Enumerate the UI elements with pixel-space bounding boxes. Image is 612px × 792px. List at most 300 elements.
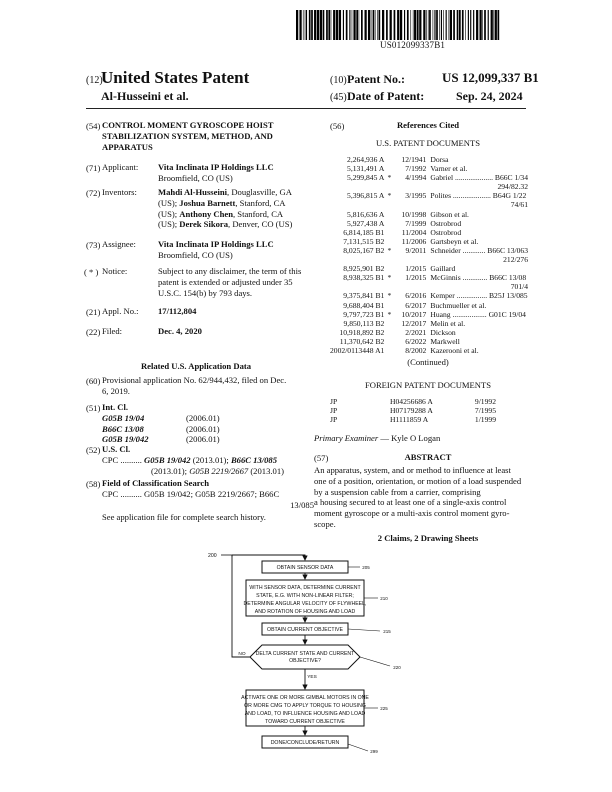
ref-star [384,228,394,237]
us-docs-heading: U.S. PATENT DOCUMENTS [375,138,481,148]
barcode-bar [436,10,438,40]
barcode-bar [296,10,298,40]
reference-row [330,246,528,255]
ref-star [384,337,394,346]
yes-label: YES [307,675,317,680]
reference-row [330,282,528,291]
reference-row [330,301,528,310]
ref-name: Kemper ................ B25J 13/085 [430,291,528,301]
box2-line: WITH SENSOR DATA, DETERMINE CURRENT [249,585,361,591]
ref-star [384,182,394,191]
barcode-bar [443,10,444,40]
barcode-bar [488,10,489,40]
ref-star [384,282,394,291]
ref-star: * [387,309,392,319]
barcode-bar [453,10,455,40]
barcode-bar [346,10,348,40]
us-cl-label: U.S. Cl. [102,444,131,454]
ref-number [330,282,384,291]
ref-date: 9/1992 [474,397,496,406]
ref-number: 9,850,113 B2 [343,318,385,328]
barcode-bar [410,10,411,40]
ref-date: 8/2002 [405,345,427,355]
us-cl-cpc [102,455,317,477]
applicant-name: Vita Inclinata IP Holdings LLC [158,162,274,172]
abstract-code: (57) [314,453,329,463]
barcode-bar [417,10,419,40]
ref-star [384,301,394,310]
barcode-bar [306,10,307,40]
ref-number: 9,797,723 B1 [343,309,385,319]
barcode-bar [476,10,478,40]
barcode-bar [439,10,440,40]
barcode-bar [495,10,497,40]
us-cl-code: (52) [86,445,101,455]
box2-line: STATE, E.G. WITH NON-LINEAR FILTER; [256,593,354,599]
ref-number: 2,264,936 A [347,155,385,164]
decision-delta-state [250,645,360,669]
filed-code: (22) [86,327,101,337]
reference-row [330,310,528,319]
patent-number: US 12,099,337 B1 [442,70,539,85]
barcode-bar [428,10,429,40]
notice-line: U.S.C. 154(b) by 793 days. [158,287,253,298]
ref-name: Huang .................. G01C 19/04 [430,309,526,319]
barcode-bar [320,10,322,40]
appl-no-code: (21) [86,307,101,317]
cpc-label: CPC [102,455,119,465]
entry-arrow [232,555,305,560]
barcode-bar [309,10,311,40]
barcode-bar [426,10,427,40]
ref-number [330,200,384,209]
abstract-heading: ABSTRACT [404,452,452,462]
inventor-line: Al-Husseini et al. [101,89,189,103]
ref-star [384,255,394,264]
reference-row [330,337,528,346]
int-cl-date: (2006.01) [186,434,220,445]
barcode-bar [326,10,328,40]
barcode-bar [379,10,381,40]
ref-number: 8,938,325 B1 [343,273,385,283]
notice-text [158,266,308,298]
barcode-bar [311,10,313,40]
flowchart [190,545,420,785]
cpc-class: B66C 13/085 [230,455,278,465]
publication-number: US012099337B1 [380,40,446,50]
ref-country: JP [330,397,338,406]
int-cl-label: Int. Cl. [102,402,129,412]
ref-star: * [387,173,392,183]
barcode-bar [317,10,319,40]
document-type: United States Patent [101,68,250,87]
ref-date: 6/2022 [405,336,427,346]
int-cl-date: (2006.01) [186,413,220,423]
ref-date [394,255,426,264]
examiner-name: — Kyle O Logan [378,433,441,443]
foreign-reference-row [330,397,496,406]
abstract-line: a housing secured to at least one of a single-axis control [314,497,507,508]
ref-star: * [387,191,392,201]
ref-date [394,282,426,291]
box3-ref: 215 [383,629,391,634]
box3-text: OBTAIN CURRENT OBJECTIVE [267,627,343,633]
barcode-bar [404,10,405,40]
abstract-line: scope. [314,518,336,529]
barcode-bar [397,10,399,40]
reference-row [330,219,528,228]
provisional-text [102,375,312,397]
reference-row [330,164,528,173]
barcode-bar [400,10,402,40]
title-line-3: APPARATUS [102,141,153,152]
box5-ref: 299 [370,749,378,754]
barcode-bar [419,10,421,40]
inventor-name: Mahdi Al-Husseini [158,187,228,197]
reference-row [330,173,528,182]
barcode-bar [365,10,367,40]
references-heading: References Cited [396,120,460,130]
ref-name: 294/82.32 [497,182,529,192]
assignee-name: Vita Inclinata IP Holdings LLC [158,239,274,249]
barcode-bar [377,10,378,40]
reference-row [330,155,528,164]
barcode-bar [359,10,360,40]
ref-date: 7/1995 [474,406,496,416]
inventors-label: Inventors: [102,187,137,197]
ref-name: Gartsbeyn et al. [430,236,479,246]
ref-number: 7,131,515 B2 [343,236,385,246]
ref-star [384,219,394,228]
barcode-bar [446,10,447,40]
barcode-bar [484,10,486,40]
box2-line: AND ROTATION OF HOUSING AND LOAD [254,609,356,615]
applicant-location: Broomfield, CO (US) [158,172,233,183]
barcode-bar [429,10,431,40]
barcode-bar [352,10,353,40]
abstract-line: An apparatus, system, and or method to influence at least [314,465,511,475]
ref-date: 11/2006 [401,236,427,246]
cpc-date: (2013.01) [248,465,284,476]
barcode-bar [373,10,375,40]
field-search-cpc [102,489,317,511]
barcode-bar [441,10,442,40]
ref-date: 3/1995 [405,191,427,201]
field-search-classes: G05B 19/042; G05B 2219/2667; B66C [144,489,280,499]
ref-name: Gibson et al. [430,209,469,219]
appl-no-value: 17/112,804 [158,306,197,316]
ref-number: 9,375,841 B1 [343,291,385,301]
reference-row [330,346,528,355]
barcode-bar [407,10,409,40]
barcode-bar [328,10,330,40]
barcode-bar [459,10,461,40]
decision-line: OBJECTIVE? [289,658,321,664]
ref-star [384,346,394,355]
barcode-bar [498,10,500,40]
ref-star [384,328,394,337]
inventor-location: , Stanford, CA (US); [158,208,283,230]
code-45: (45) [330,92,347,103]
ref-number: 5,927,438 A [347,218,385,228]
ref-name: Dorsa [430,155,449,164]
foreign-docs-heading: FOREIGN PATENT DOCUMENTS [364,380,492,390]
decision-ref: 220 [393,665,401,670]
barcode-bar [468,10,469,40]
examiner-label: Primary Examiner [314,433,379,443]
ref-number: 11,370,642 B2 [339,336,385,346]
patent-no-label: Patent No.: [347,72,405,86]
code-12: (12) [86,75,103,86]
header-rule [86,108,526,109]
barcode-bar [382,10,384,40]
barcode-bar [462,10,464,40]
start-ref: 200 [208,553,217,559]
barcode-bar [482,10,483,40]
examiner [314,433,440,444]
barcode-bar [305,10,306,40]
title-line-1: CONTROL MOMENT GYROSCOPE HOIST [102,120,274,130]
abstract-line: one of a position, orientation, or motion of a load suspended [314,475,522,486]
cpc-class: G05B 2219/2667 [189,465,249,476]
ref-date: 7/1992 [405,164,427,174]
int-cl-class: G05B 19/042 [102,434,149,445]
barcode-bar [375,10,376,40]
barcode-bar [394,10,396,40]
ref-name: 701/4 [510,282,529,292]
inventor-name: Anthony Chen [179,208,233,219]
ref-name: McGinnis ............. B66C 13/08 [430,273,527,283]
ref-star [384,155,394,164]
filed-label: Filed: [102,326,123,336]
box2-line: DETERMINE ANGULAR VELOCITY OF FLYWHEEL, [243,601,367,607]
inventors-code: (72) [86,188,101,198]
barcode-bar [457,10,459,40]
barcode-bar [368,10,370,40]
box2-ref: 210 [380,596,388,601]
barcode-bar [390,10,392,40]
cpc-dots: .......... [120,455,142,465]
barcode-bar [465,10,466,40]
ref-star [384,237,394,246]
applicant-code: (71) [86,163,101,173]
barcode-bar [433,10,434,40]
barcode-bar [470,10,471,40]
box4-line: TOWARD CURRENT OBJECTIVE [265,719,345,725]
ref-number: 6,814,185 B1 [343,227,385,237]
ref-name: Varner et al. [430,164,468,174]
applicant [158,162,308,184]
provisional-line: Provisional application No. 62/944,432, filed on Dec. [102,375,287,385]
ref-star: * [387,245,392,255]
cpc-date: (2013.01); [151,465,190,476]
ref-name: Dickson [430,327,456,337]
reference-row [330,237,528,246]
provisional-code: (60) [86,376,101,386]
reference-row [330,328,528,337]
ref-number: H1111859 A [390,415,429,425]
ref-date: 4/1994 [405,173,427,183]
barcode-bar [491,10,493,40]
reference-row [330,291,528,300]
barcode-bar [333,10,335,40]
notice-code: ( * ) [84,267,99,277]
assignee [158,239,308,261]
ref-name: Markwell [430,336,460,346]
barcode-bar [449,10,450,40]
abstract-text [314,465,528,530]
ref-name: Schneider ............ B66C 13/063 [430,245,529,255]
ref-date: 6/2016 [405,291,427,301]
search-history-note: See application file for complete search history. [102,512,266,522]
cpc-date: (2013.01); [190,455,231,465]
applicant-label: Applicant: [102,162,139,172]
ref-star: * [387,291,392,301]
assignee-code: (73) [86,240,101,250]
barcode-bar [343,10,344,40]
inventor-location: , Stanford, CA (US); [158,197,286,219]
int-cl-row [102,424,220,435]
ref-date: 6/2017 [405,300,427,310]
barcode-bar [423,10,425,40]
title-line-2: STABILIZATION SYSTEM, METHOD, AND [102,130,273,141]
ref-date: 1/1999 [474,415,496,425]
ref-country: JP [330,415,338,425]
ref-name: Buchmueller et al. [430,300,487,310]
ref-name: Ostrobrod [430,227,462,237]
ref-number: 8,025,167 B2 [343,245,385,255]
ref-number: 5,299,845 A [347,173,385,183]
barcode-bar [361,10,363,40]
reference-row [330,182,528,191]
assignee-label: Assignee: [102,239,136,249]
barcode-bar [434,10,435,40]
code-10: (10) [330,75,347,86]
box1-text: OBTAIN SENSOR DATA [276,565,334,571]
ref-date: 9/2011 [405,245,427,255]
ref-star: * [387,273,392,283]
ref-name: Polites .................... B64G 1/22 [430,191,527,201]
ref-number: H04256686 A [390,397,433,406]
barcode-bar [314,10,316,40]
ref-name: 74/61 [510,200,529,210]
barcode-bar [339,10,341,40]
barcode-bar [386,10,388,40]
filed-value: Dec. 4, 2020 [158,326,202,336]
inventor-location: , Denver, CO (US) [228,219,293,230]
box4-line: ACTIVATE ONE OR MORE GIMBAL MOTORS IN ONE [241,695,369,701]
invention-title [102,120,292,152]
ref-date: 10/2017 [401,309,427,319]
ref-number: 2002/0113448 A1 [330,345,385,355]
ref-number: 10,918,892 B2 [339,327,385,337]
inventor-name: Derek Sikora [179,219,229,230]
field-search-code: (58) [86,479,101,489]
reference-row [330,255,528,264]
ref-star [384,200,394,209]
ref-number [330,255,384,264]
ref-name: Gabriel .................... B66C 1/34 [430,173,529,183]
ref-number: 5,131,491 A [347,164,385,174]
box4-ref: 225 [380,706,388,711]
ref-date: 11/2004 [401,227,427,237]
box4-line: OR MORE CMG TO APPLY TORQUE TO HOUSING [244,703,366,709]
ref-name: Kazerooni et al. [430,345,479,355]
ref-number: 5,816,636 A [347,209,385,219]
reference-row [330,264,528,273]
barcode-bar [480,10,482,40]
ref-star [384,210,394,219]
notice-label: Notice: [102,266,128,276]
ref-date [394,182,426,191]
barcode-bar [413,10,414,40]
inventor-location: , Douglasville, GA (US); [158,187,292,208]
related-heading: Related U.S. Application Data [140,361,252,371]
foreign-reference-row [330,406,496,415]
barcode-bar [323,10,325,40]
barcode-bar [371,10,372,40]
cpc-dots: .......... [120,489,142,499]
continued-note: (Continued) [407,357,449,367]
ref-star [384,264,394,273]
barcode-bar [303,10,304,40]
foreign-references-table [330,397,496,424]
patent-date: Sep. 24, 2024 [456,89,523,103]
ref-date: 1/2015 [405,264,427,274]
ref-number: H07179288 A [390,406,433,416]
ref-name: Ostrobrod [430,218,462,228]
int-cl-code: (51) [86,403,101,413]
ref-star [384,164,394,173]
title-code: (54) [86,121,101,131]
barcode-bar [450,10,452,40]
ref-date: 10/1998 [401,209,427,219]
ref-name: 212/276 [503,255,529,265]
provisional-line: 6, 2019. [102,385,130,396]
barcode-bar [331,10,332,40]
ref-date: 7/1999 [405,218,427,228]
int-cl-class: G05B 19/04 [102,413,145,423]
barcode-bar [336,10,338,40]
int-cl-row [102,413,220,424]
reference-row [330,273,528,282]
cpc-label: CPC [102,489,119,499]
barcode-bar [414,10,416,40]
barcode-bar [353,10,355,40]
ref-date: 2/2021 [405,327,427,337]
int-cl-date: (2006.01) [186,423,220,434]
us-references-table [330,155,528,355]
ref-date [394,200,426,209]
ref-country: JP [330,406,338,416]
refs-code: (56) [330,121,345,131]
int-cl-class: B66C 13/08 [102,423,144,434]
assignee-location: Broomfield, CO (US) [158,249,233,260]
ref-star [384,319,394,328]
ref-date: 1/2015 [405,273,427,283]
claims-sheets: 2 Claims, 2 Drawing Sheets [377,533,479,543]
box1-ref: 205 [362,565,370,570]
ref-number [330,182,384,191]
field-search-label: Field of Classification Search [102,478,210,488]
ref-date: 12/2017 [401,318,427,328]
barcode-bar [349,10,350,40]
reference-row [330,200,528,209]
reference-row [330,228,528,237]
inventors-list [158,187,300,230]
reference-row [330,191,528,200]
ref-number: 9,688,404 B1 [343,300,385,310]
